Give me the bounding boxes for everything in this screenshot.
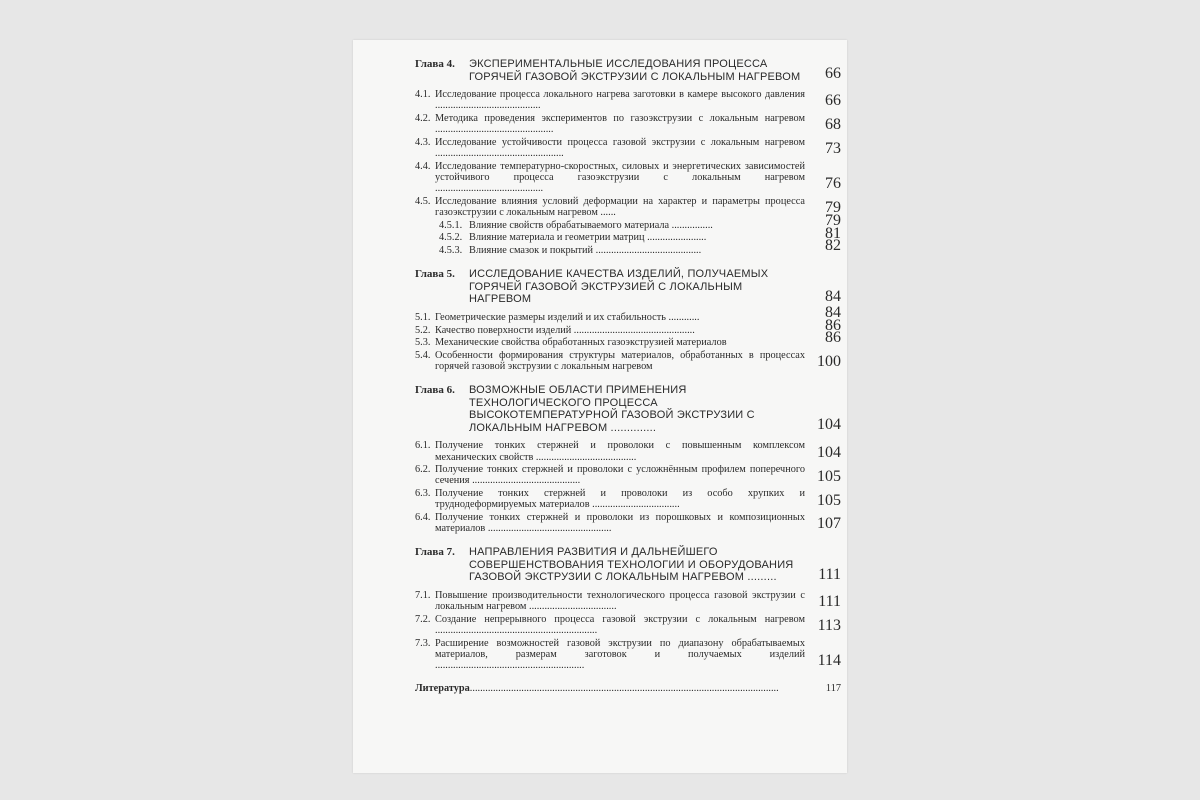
toc-entry-row: [415, 350, 805, 372]
toc-entry-text: Механические свойства обработанных газоэкструзией материалов: [435, 337, 727, 349]
toc-entry-text: Получение тонких стержней и проволоки с повышенным комплексом механических свойств .......................................: [435, 440, 805, 463]
toc-entry-page-number: 113: [817, 617, 841, 635]
toc-entry: [415, 349, 841, 373]
toc-entry-row: [415, 161, 805, 195]
toc-entry: [415, 89, 841, 112]
toc-entry-page-number: 86: [825, 329, 841, 347]
toc-entry-text: Получение тонких стержней и проволоки из порошковых и композиционных материалов ................................................: [435, 512, 805, 535]
toc-entry-page-number: 107: [817, 515, 841, 533]
chapter-page-number: 111: [818, 565, 841, 583]
toc-entry-number: 4.4.: [415, 160, 431, 172]
toc-entry: [415, 637, 841, 672]
toc-entry-row: [415, 245, 805, 256]
toc-entry-page-number: 84: [825, 304, 841, 322]
chapter-row: [415, 58, 805, 83]
chapter-heading: [415, 58, 841, 83]
toc-entry-page-number: 79: [825, 199, 841, 217]
toc-entry-number: 5.4.: [415, 349, 431, 361]
toc-entry-page-number: 105: [817, 467, 841, 485]
toc-entry: [415, 589, 841, 613]
toc-entry-page-number: 82: [825, 237, 841, 255]
toc-entry-number: 4.1.: [415, 89, 431, 100]
toc-entry-row: [415, 590, 805, 612]
toc-entry: [415, 464, 841, 487]
chapter-title: НАПРАВЛЕНИЯ РАЗВИТИЯ И ДАЛЬНЕЙШЕГО СОВЕРШЕНСТВОВАНИЯ ТЕХНОЛОГИИ И ОБОРУДОВАНИЯ ГАЗОВОЙ ЭКСТРУЗИИ С ЛОКАЛЬНЫМ НАГРЕВОМ .........: [469, 546, 794, 584]
toc-entry-row: [415, 89, 805, 111]
chapter-page-number: 84: [825, 287, 841, 305]
toc-entry: [415, 512, 841, 535]
toc-entry-number: 4.3.: [415, 136, 431, 148]
toc-entry-row: [415, 464, 805, 486]
toc-entry-number: 7.3.: [415, 637, 431, 649]
toc-entry-number: 6.3.: [415, 488, 431, 500]
toc-entry-row: [415, 113, 805, 135]
chapter-entries: [415, 589, 841, 672]
chapter-entries: [415, 304, 841, 373]
chapter-page-number: 104: [817, 416, 841, 434]
chapter-page-number: 66: [825, 65, 841, 82]
table-of-contents: [415, 58, 841, 695]
literature-page-number: 117: [825, 683, 841, 695]
toc-entry-page-number: 114: [817, 652, 841, 670]
toc-entry-text: Исследование температурно-скоростных, силовых и энергетических зависимостей устойчивого процесса газоэкструзии с локальным нагревом ..........................................: [435, 160, 805, 195]
toc-entry-text: Влияние свойств обрабатываемого материала ................: [469, 219, 713, 231]
toc-entry: [415, 211, 841, 231]
toc-entry: [415, 488, 841, 511]
literature-row: [415, 683, 841, 695]
toc-entry: [415, 613, 841, 637]
toc-entry-text: Расширение возможностей газовой экструзии по диапазону обрабатываемых материалов, размерам заготовок и получаемых изделий ..........................................................: [435, 637, 805, 672]
chapter-row: [415, 268, 805, 306]
toc-entry-page-number: 105: [817, 491, 841, 509]
toc-entry-text: Исследование устойчивости процесса газовой экструзии с локальным нагревом ..................................................: [435, 136, 805, 160]
toc-entry: [415, 160, 841, 195]
chapter-entries: [415, 89, 841, 257]
toc-entry-row: [415, 312, 805, 323]
chapter-label: Глава 5.: [415, 268, 455, 281]
toc-entry: [415, 304, 841, 323]
chapter-heading: [415, 384, 841, 434]
chapter-label: Глава 4.: [415, 58, 455, 70]
toc-entry-number: 4.5.: [415, 195, 431, 207]
toc-entry-text: Влияние материала и геометрии матриц .......................: [469, 232, 707, 244]
toc-entry: [415, 136, 841, 160]
toc-entry-text: Качество поверхности изделий ...............................................: [435, 324, 695, 336]
toc-entry-row: [415, 232, 805, 243]
toc-entry-number: 7.1.: [415, 589, 431, 601]
toc-entry-text: Исследование процесса локального нагрева заготовки в камере высокого давления .........................................: [435, 89, 805, 112]
toc-entry-page-number: 66: [825, 92, 841, 110]
toc-entry-row: [415, 614, 805, 636]
toc-entry-text: Особенности формирования структуры материалов, обработанных в процессах горячей газовой экструзии с локальным нагревом: [435, 349, 805, 373]
toc-entry-number: 4.5.2.: [439, 232, 463, 244]
toc-entry-number: 6.2.: [415, 464, 431, 476]
toc-entry-number: 5.1.: [415, 311, 431, 323]
toc-entry-page-number: 79: [825, 211, 841, 229]
toc-entry-page-number: 76: [825, 175, 841, 193]
book-page: [353, 40, 847, 773]
chapter-row: [415, 546, 805, 584]
toc-entry-row: [415, 325, 805, 336]
chapter-entries: [415, 440, 841, 535]
toc-entry-number: 5.2.: [415, 324, 431, 336]
toc-entry-number: 6.4.: [415, 512, 431, 524]
toc-entry-text: Методика проведения экспериментов по газоэкструзии с локальным нагревом ..............................................: [435, 112, 805, 136]
toc-entry-row: [415, 512, 805, 534]
toc-entry-number: 4.5.3.: [439, 245, 463, 257]
toc-entry: [415, 195, 841, 219]
toc-entry-number: 5.3.: [415, 337, 431, 349]
toc-entry-page-number: 73: [825, 140, 841, 158]
toc-entry-text: Повышение производительности технологического процесса газовой экструзии с локальным нагревом ..................................: [435, 589, 805, 613]
toc-entry-number: 7.2.: [415, 613, 431, 625]
chapter-label: Глава 7.: [415, 546, 455, 559]
toc-entry-text: Геометрические размеры изделий и их стабильность ............: [435, 311, 700, 323]
toc-entry-text: Исследование влияния условий деформации на характер и параметры процесса газоэкструзии с локальным нагревом ......: [435, 195, 805, 219]
toc-entry-number: 6.1.: [415, 440, 431, 452]
chapter-title: ИССЛЕДОВАНИЕ КАЧЕСТВА ИЗДЕЛИЙ, ПОЛУЧАЕМЫХ ГОРЯЧЕЙ ГАЗОВОЙ ЭКСТРУЗИЕЙ С ЛОКАЛЬНЫМ НАГРЕВОМ: [469, 268, 769, 306]
toc-entry-text: Влияние смазок и покрытий .........................................: [469, 245, 702, 257]
toc-entry-row: [415, 638, 805, 672]
toc-entry-page-number: 86: [825, 316, 841, 334]
chapter-row: [415, 384, 805, 434]
literature-label: Литература: [415, 683, 470, 695]
toc-entry-page-number: 100: [817, 353, 841, 371]
chapter-heading: [415, 268, 841, 306]
toc-entry-text: Создание непрерывного процесса газовой экструзии с локальным нагревом ...............................................................: [435, 613, 805, 637]
toc-entry-row: [415, 488, 805, 510]
toc-entry-page-number: 111: [818, 593, 841, 611]
toc-entry-page-number: 81: [825, 224, 841, 242]
toc-entry-row: [415, 137, 805, 159]
toc-entry: [415, 112, 841, 136]
toc-entry-number: 4.5.1.: [439, 219, 463, 231]
leader-dots: ........................................................................................................................: [469, 683, 779, 695]
toc-entry-page-number: 68: [825, 116, 841, 134]
toc-entry-number: 4.2.: [415, 112, 431, 124]
chapter-title: ЭКСПЕРИМЕНТАЛЬНЫЕ ИССЛЕДОВАНИЯ ПРОЦЕССА ГОРЯЧЕЙ ГАЗОВОЙ ЭКСТРУЗИИ С ЛОКАЛЬНЫМ НАГРЕВОМ: [469, 58, 801, 83]
toc-entry: [415, 440, 841, 463]
chapter-label: Глава 6.: [415, 384, 455, 397]
toc-entry-text: Получение тонких стержней и проволоки с усложнённым профилем поперечного сечения ..........................................: [435, 464, 805, 487]
chapter-heading: [415, 546, 841, 584]
toc-entry-row: [415, 196, 805, 218]
toc-entry-text: Получение тонких стержней и проволоки из особо хрупких и труднодеформируемых материалов ..................................: [435, 488, 805, 511]
toc-entry-page-number: 104: [817, 443, 841, 461]
toc-entry-row: [415, 337, 805, 348]
toc-entry-row: [415, 220, 805, 231]
chapter-title: ВОЗМОЖНЫЕ ОБЛАСТИ ПРИМЕНЕНИЯ ТЕХНОЛОГИЧЕСКОГО ПРОЦЕССА ВЫСОКОТЕМПЕРАТУРНОЙ ГАЗОВОЙ ЭКСТРУЗИИ С ЛОКАЛЬНЫМ НАГРЕВОМ ..............: [469, 384, 755, 434]
toc-entry-row: [415, 440, 805, 462]
